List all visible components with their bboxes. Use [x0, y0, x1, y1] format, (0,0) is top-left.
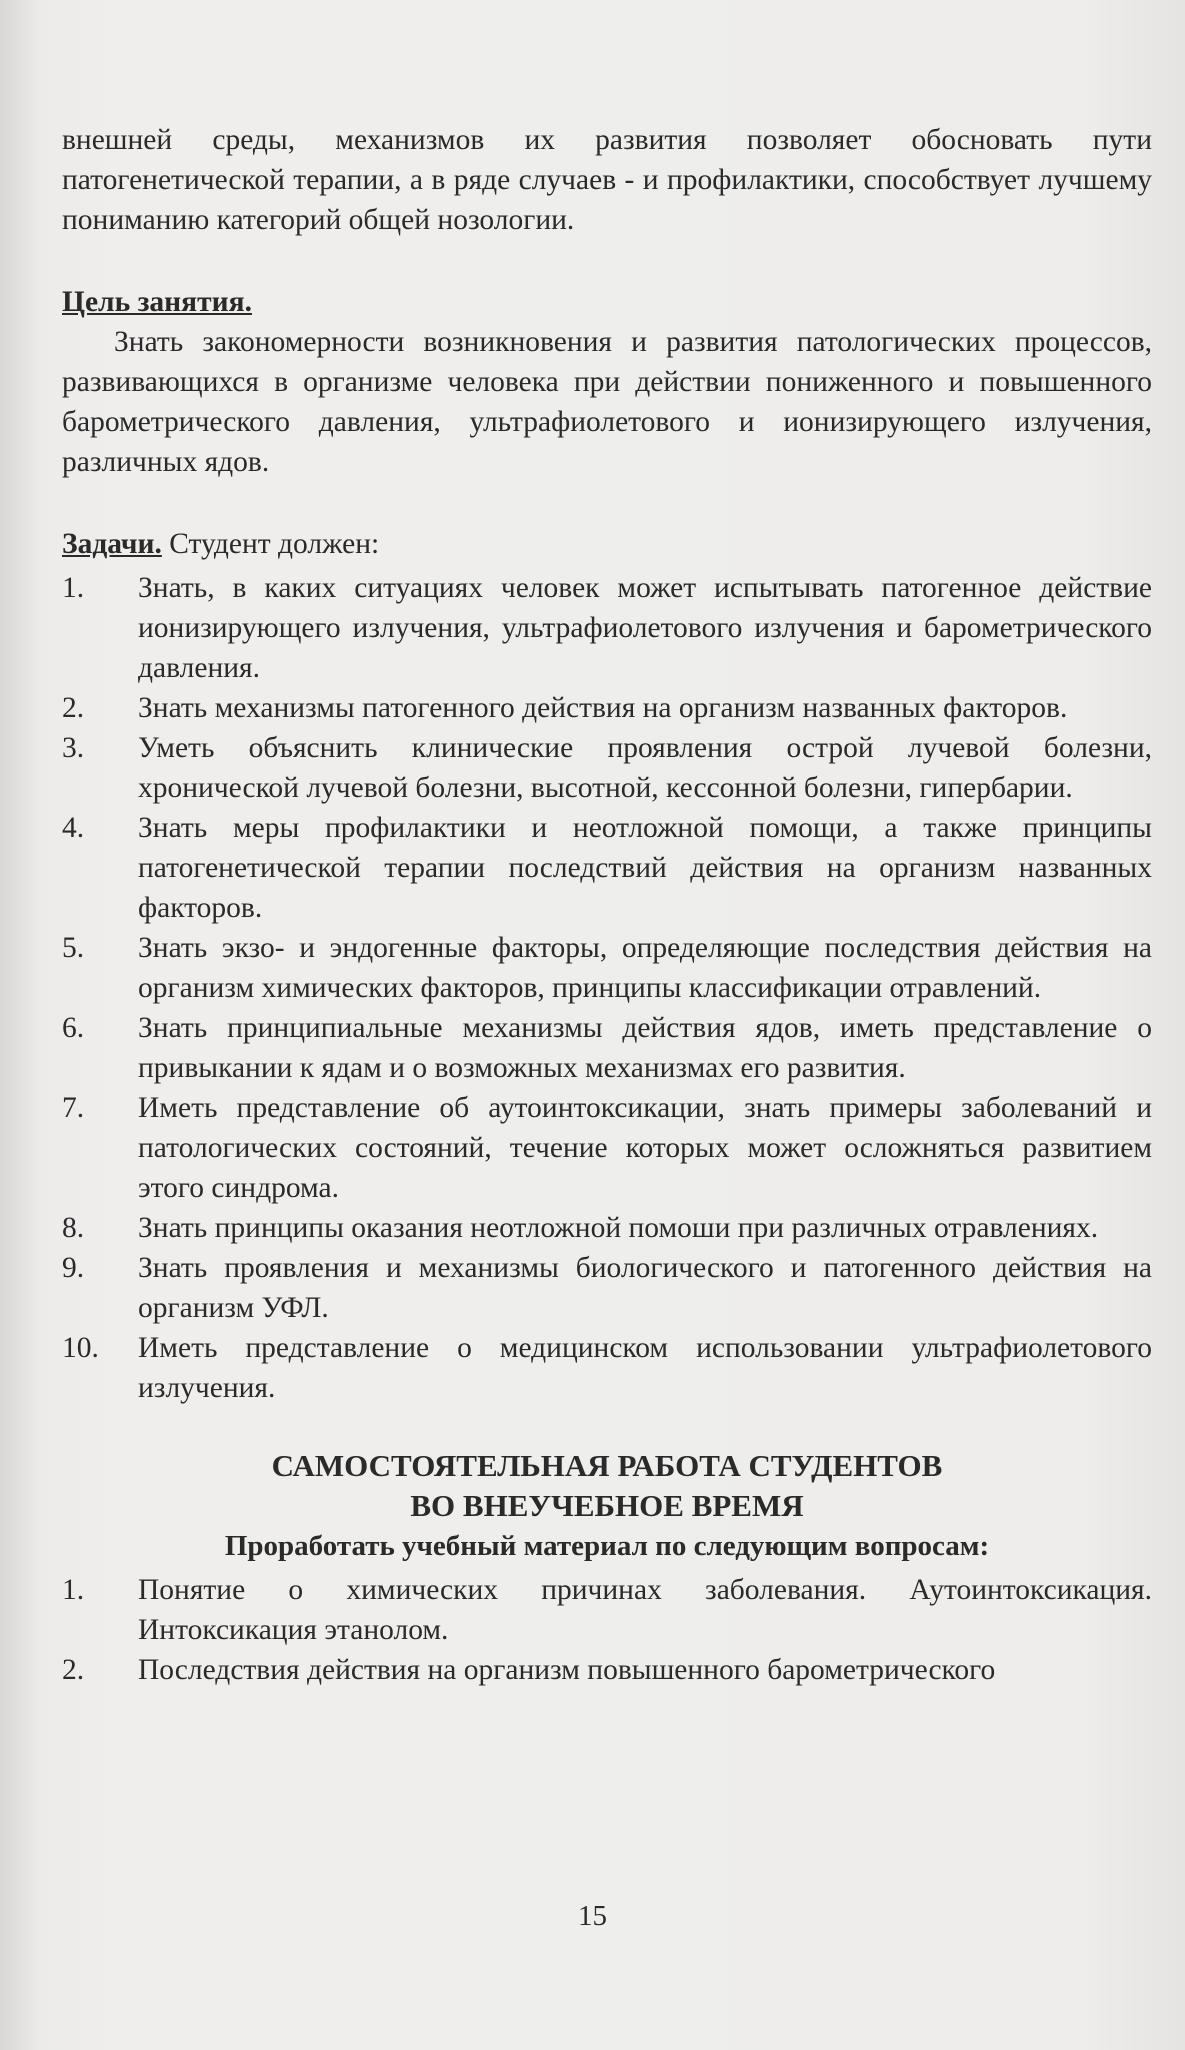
intro-paragraph: внешней среды, механизмов их развития позволяет обосновать пути патогенетической терапии, а в ряде случаев - и профилактики, способствует лучшему пониманию категорий общей нозологии.: [62, 124, 1152, 236]
goal-heading-line: [62, 282, 1152, 322]
item-number: 9.: [62, 1252, 85, 1284]
item-number: 1.: [62, 1574, 85, 1606]
self-work-title-line1: САМОСТОЯТЕЛЬНАЯ РАБОТА СТУДЕНТОВ: [271, 1448, 943, 1483]
goal-section: [62, 282, 1152, 482]
list-item: [62, 1088, 1152, 1208]
list-item: [62, 688, 1152, 728]
item-number: 10.: [62, 1332, 99, 1364]
list-item: [62, 1650, 1152, 1690]
item-text: Знать проявления и механизмы биологического и патогенного действия на организм УФЛ.: [138, 1252, 1152, 1324]
self-work-title-line2: ВО ВНЕУЧЕБНОЕ ВРЕМЯ: [410, 1488, 804, 1523]
tasks-heading-line: [62, 524, 1152, 564]
list-item: [62, 1208, 1152, 1248]
list-item: [62, 568, 1152, 688]
item-text: Знать экзо- и эндогенные факторы, определяющие последствия действия на организм химических факторов, принципы классификации отравлений.: [138, 932, 1152, 1004]
item-text: Иметь представление об аутоинтоксикации, знать примеры заболеваний и патологических состояний, течение которых может осложняться развитием этого синдрома.: [138, 1092, 1152, 1204]
item-number: 7.: [62, 1092, 85, 1124]
item-number: 3.: [62, 732, 85, 764]
item-text: Последствия действия на организм повышенного барометрического: [138, 1654, 996, 1686]
list-item: [62, 808, 1152, 928]
self-work-subtitle: Проработать учебный материал по следующим вопросам:: [224, 1530, 990, 1562]
tasks-section: [62, 524, 1152, 1408]
item-text: Знать механизмы патогенного действия на организм названных факторов.: [138, 692, 1068, 724]
item-text: Уметь объяснить клинические проявления острой лучевой болезни, хронической лучевой болезни, высотной, кессонной болезни, гипербарии.: [138, 732, 1152, 804]
item-number: 1.: [62, 572, 85, 604]
list-item: [62, 1008, 1152, 1088]
item-text: Знать, в каких ситуациях человек может испытывать патогенное действие ионизирующего излучения, ультрафиолетового излучения и барометрического давления.: [138, 572, 1152, 684]
tasks-heading: Задачи.: [62, 528, 162, 560]
item-text: Знать меры профилактики и неотложной помощи, а также принципы патогенетической терапии последствий действия на организм названных факторов.: [138, 812, 1152, 924]
item-number: 6.: [62, 1012, 85, 1044]
item-number: 4.: [62, 812, 85, 844]
list-item: [62, 728, 1152, 808]
item-number: 5.: [62, 932, 85, 964]
list-item: [62, 1570, 1152, 1650]
item-text: Понятие о химических причинах заболевания. Аутоинтоксикация. Интоксикация этанолом.: [138, 1574, 1152, 1646]
item-number: 8.: [62, 1212, 85, 1244]
list-item: [62, 928, 1152, 1008]
self-work-list: [62, 1570, 1152, 1690]
item-number: 2.: [62, 1654, 85, 1686]
tasks-lead: Студент должен:: [161, 528, 380, 560]
item-text: Иметь представление о медицинском использовании ультрафиолетового излучения.: [138, 1332, 1152, 1404]
item-text: Знать принципы оказания неотложной помоши при различных отравлениях.: [138, 1212, 1099, 1244]
goal-text: Знать закономерности возникновения и развития патологических процессов, развивающихся в организме человека при действии пониженного и повышенного барометрического давления, ультрафиолетового и ионизирующего излучения, различных ядов.: [62, 326, 1152, 478]
list-item: [62, 1248, 1152, 1328]
page-number: 15: [578, 1900, 607, 1932]
item-number: 2.: [62, 692, 85, 724]
tasks-list: [62, 568, 1152, 1408]
item-text: Знать принципиальные механизмы действия ядов, иметь представление о привыкании к ядам и о возможных механизмах его развития.: [138, 1012, 1152, 1084]
goal-heading: Цель занятия.: [62, 286, 252, 318]
list-item: [62, 1328, 1152, 1408]
page-content: [62, 120, 1152, 1690]
self-work-section: [62, 1446, 1152, 1690]
